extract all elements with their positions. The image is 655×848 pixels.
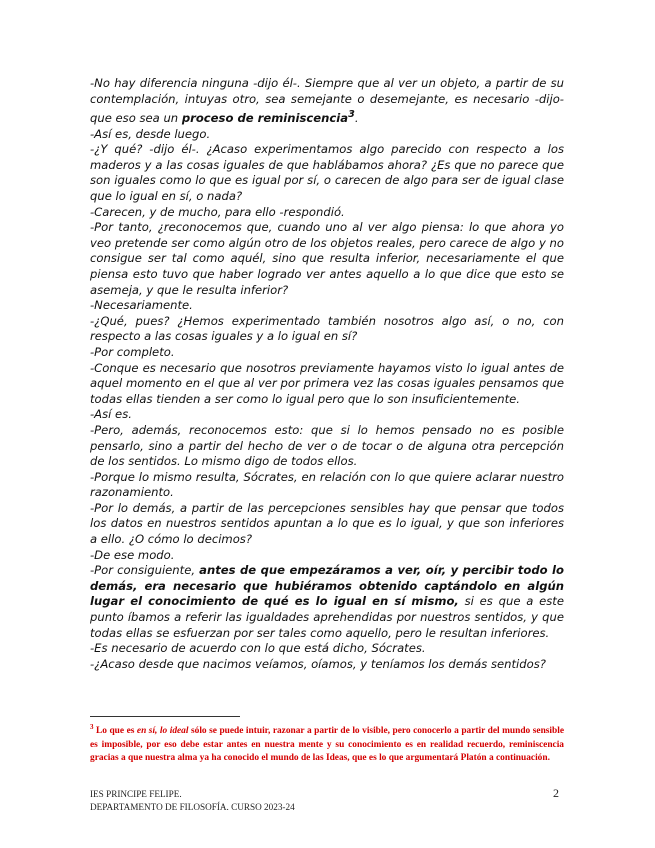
footnote-divider bbox=[90, 716, 240, 717]
paragraph-text: -Por consiguiente, bbox=[90, 563, 200, 578]
dialogue-paragraph bbox=[90, 563, 564, 641]
dialogue-paragraph bbox=[90, 423, 564, 470]
dialogue-paragraph bbox=[90, 345, 564, 361]
paragraph-text: -Es necesario de acuerdo con lo que está dicho, Sócrates. bbox=[90, 641, 426, 656]
paragraph-text: -¿Y qué? -dijo él-. ¿Acaso experimentamos algo parecido con respecto a los maderos y a las cosas iguales de que hablábamos ahora? ¿Es que no parece que son iguales como lo que es igual por sí, o carecen de algo para ser de igual clase que lo igual en sí, o nada? bbox=[90, 142, 564, 204]
paragraph-text: -Carecen, y de mucho, para ello -respondió. bbox=[90, 204, 345, 219]
paragraph-text: -¿Qué, pues? ¿Hemos experimentado también nosotros algo así, o no, con respecto a las cosas iguales y a lo igual en sí? bbox=[90, 313, 564, 344]
dialogue-paragraph bbox=[90, 407, 564, 423]
paragraph-text: -Por tanto, ¿reconocemos que, cuando uno al ver algo piensa: lo que ahora yo veo pretende ser como algún otro de los objetos reales, pero carece de algo y no consigue ser tal como aquél, sino que resulta inferior, necesariamente el que piensa esto tuvo que haber logrado ver antes aquello a lo que dice que esto se asemeja, y que le resulta inferior? bbox=[90, 220, 564, 297]
paragraph-text: -Así es. bbox=[90, 407, 132, 422]
paragraph-text: -Por completo. bbox=[90, 344, 175, 359]
paragraph-text: -Por lo demás, a partir de las percepciones sensibles hay que pensar que todos los datos en nuestros sentidos apuntan a lo que es lo igual, y que son inferiores a ello. ¿O cómo lo decimos? bbox=[90, 500, 564, 547]
footnote bbox=[90, 721, 564, 766]
footnote-text: sólo se puede intuir, razonar a partir de lo visible, pero conocerlo a partir del mundo sensible es imposible, por eso debe estar antes en nuestra mente y su conocimiento es en realidad recuerdo, reminiscencia gracias a que nuestra alma ya ha conocido el mundo de las Ideas, que es lo que argumentará Platón a continuación. bbox=[90, 726, 565, 764]
dialogue-paragraph bbox=[90, 361, 564, 408]
paragraph-text: -Conque es necesario que nosotros previamente hayamos visto lo igual antes de aquel momento en el que al ver por primera vez las cosas iguales pensamos que todas ellas tienden a ser como lo igual pero que lo son insuficientemente. bbox=[90, 360, 564, 406]
dialogue-paragraph bbox=[90, 314, 564, 345]
footnote-italic-text: en sí, lo ideal bbox=[136, 726, 189, 737]
paragraph-text: -Pero, además, reconocemos esto: que si lo hemos pensado no es posible pensarlo, sino a partir del hecho de ver o de tocar o de alguna otra percepción de los sentidos. Lo mismo digo de todos ellos. bbox=[90, 422, 564, 469]
paragraph-text: -No hay diferencia ninguna -dijo él-. Siempre que al ver un objeto, a partir de su contemplación, intuyas otro, sea semejante o desemejante, es necesario -dijo- que eso sea un bbox=[90, 76, 564, 126]
paragraph-text: si es que a este punto íbamos a referir las igualdades aprehendidas por nuestros sentidos, y que todas ellas se esfuerzan por ser tales como aquello, pero le resultan inferiores. bbox=[90, 594, 564, 640]
emphasized-text: proceso de reminiscencia bbox=[181, 111, 349, 126]
dialogue-paragraph bbox=[90, 657, 564, 673]
dialogue-paragraph bbox=[90, 220, 564, 298]
dialogue-paragraph bbox=[90, 641, 564, 657]
paragraph-text: -De ese modo. bbox=[90, 547, 175, 562]
page-footer bbox=[90, 788, 295, 813]
dialogue-paragraph bbox=[90, 470, 564, 501]
page-number: 2 bbox=[553, 786, 559, 800]
paragraph-text: . bbox=[354, 111, 359, 126]
emphasized-text: antes de que empezáramos a ver, oír, y percibir todo lo demás, era necesario que hubiéramos obtenido captándolo en algún lugar el conocimiento de qué es lo igual en sí mismo, bbox=[90, 563, 564, 609]
paragraph-text: -¿Acaso desde que nacimos veíamos, oíamos, y teníamos los demás sentidos? bbox=[90, 656, 546, 671]
dialogue-paragraph bbox=[90, 76, 564, 127]
paragraph-text: -Porque lo mismo resulta, Sócrates, en relación con lo que quiere aclarar nuestro razonamiento. bbox=[90, 469, 564, 500]
footnote-reference: 3 bbox=[348, 109, 355, 121]
dialogue-paragraph bbox=[90, 298, 564, 314]
dialogue-body bbox=[90, 76, 564, 672]
paragraph-text: -Así es, desde luego. bbox=[90, 126, 211, 141]
footer-school: IES PRINCIPE FELIPE. bbox=[90, 789, 182, 799]
paragraph-text: -Necesariamente. bbox=[90, 298, 193, 313]
footer-department: DEPARTAMENTO DE FILOSOFÍA. CURSO 2023-24 bbox=[90, 801, 295, 812]
dialogue-paragraph bbox=[90, 501, 564, 548]
dialogue-paragraph bbox=[90, 127, 564, 143]
dialogue-paragraph bbox=[90, 205, 564, 221]
dialogue-paragraph bbox=[90, 142, 564, 204]
footnote-text: Lo que es bbox=[93, 726, 137, 737]
dialogue-paragraph bbox=[90, 548, 564, 564]
footnote-marker: 3 bbox=[90, 723, 94, 731]
